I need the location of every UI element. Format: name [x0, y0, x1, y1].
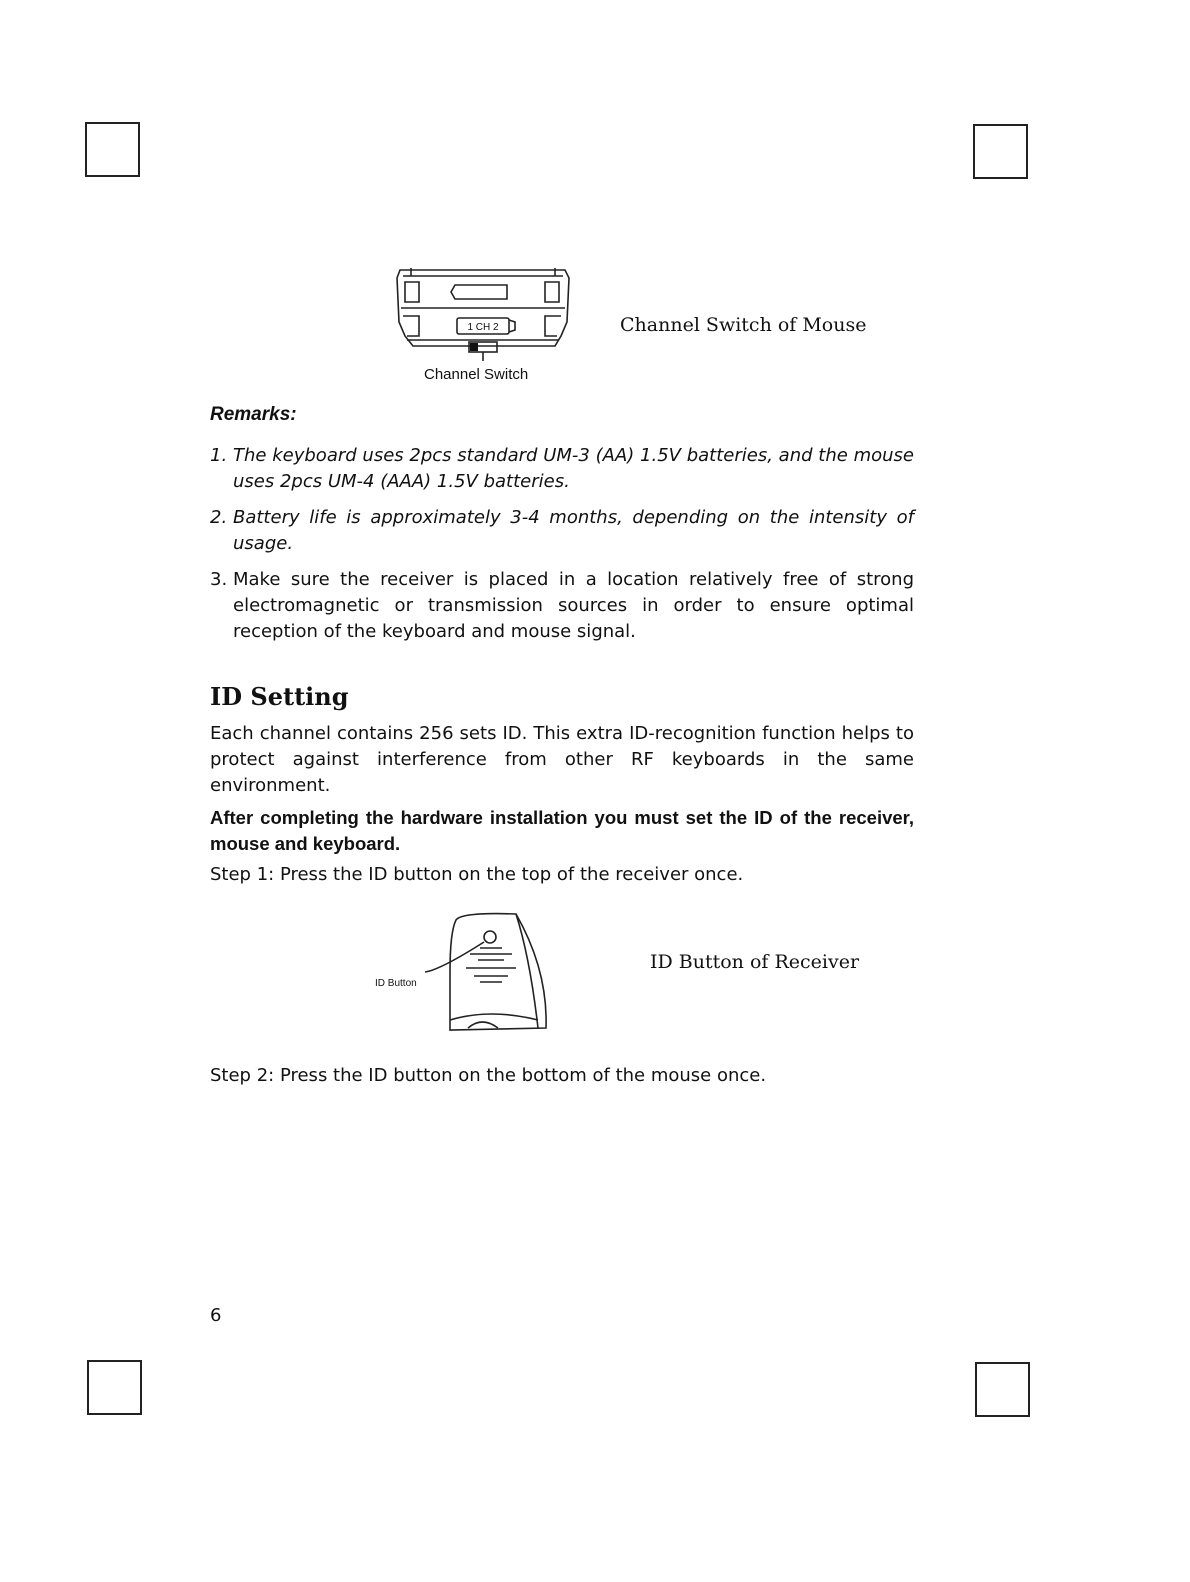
figure2-caption: ID Button of Receiver — [650, 951, 860, 973]
step-2: Step 2: Press the ID button on the bottom of the mouse once. — [210, 1065, 767, 1086]
remarks-item-text: The keyboard uses 2pcs standard UM-3 (AA) 1.5V batteries, and the mouse uses 2pcs UM-4 (AAA) 1.5V batteries. — [233, 445, 914, 492]
id-setting-intro: Each channel contains 256 sets ID. This extra ID-recognition function helps to protect against interference from other RF keyboards in the same environment. — [210, 723, 914, 796]
crop-mark-bottom-left — [87, 1360, 142, 1415]
section-title: ID Setting — [210, 682, 349, 711]
figure1-caption: Channel Switch of Mouse — [620, 314, 867, 336]
channel-switch-label: Channel Switch — [424, 366, 529, 383]
crop-mark-bottom-right — [975, 1362, 1030, 1417]
remarks-item-text: Battery life is approximately 3-4 months, depending on the intensity of usage. — [233, 507, 914, 554]
remarks-item — [210, 567, 914, 645]
page-number: 6 — [210, 1305, 222, 1326]
remarks-item-number: 3. — [210, 569, 228, 590]
remarks-item — [210, 443, 914, 495]
crop-mark-top-right — [973, 124, 1028, 179]
switch-text: 1 CH 2 — [467, 322, 499, 333]
id-setting-note: After completing the hardware installation you must set the ID of the receiver, mouse and keyboard. — [210, 807, 914, 854]
remarks-heading: Remarks: — [210, 404, 297, 425]
id-button-label: ID Button — [375, 978, 417, 989]
mouse-channel-switch-illustration — [395, 264, 575, 364]
crop-mark-top-left — [85, 122, 140, 177]
remarks-item — [210, 505, 914, 557]
remarks-item-number: 2. — [210, 507, 228, 528]
remarks-list — [210, 443, 914, 655]
remarks-item-text: Make sure the receiver is placed in a location relatively free of strong electromagnetic or transmission sources in order to ensure optimal reception of the keyboard and mouse signal. — [233, 569, 914, 642]
remarks-item-number: 1. — [210, 445, 228, 466]
step-1: Step 1: Press the ID button on the top of the receiver once. — [210, 864, 744, 885]
receiver-id-button-illustration — [370, 908, 560, 1034]
